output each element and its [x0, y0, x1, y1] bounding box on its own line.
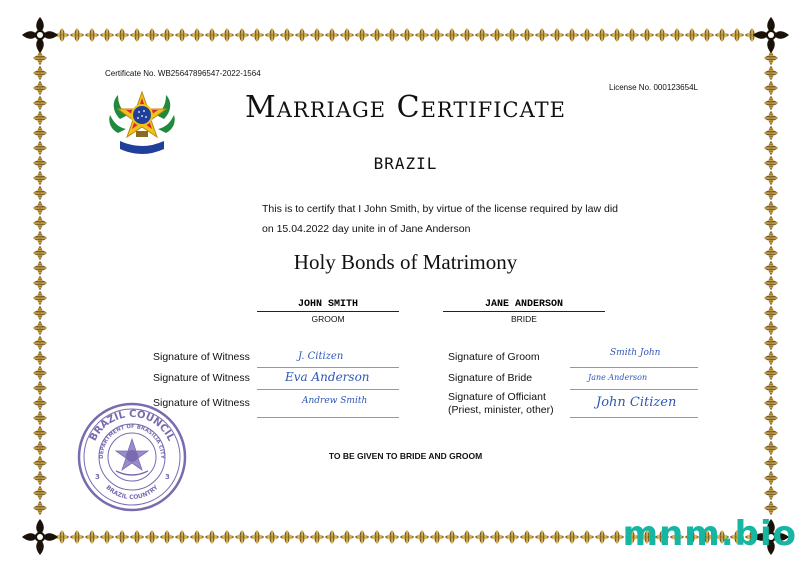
border-ornament [33, 276, 47, 290]
border-ornament [33, 216, 47, 230]
witness-1-label: Signature of Witness [153, 351, 250, 363]
border-ornament [670, 28, 684, 42]
border-ornament [205, 28, 219, 42]
border-ornament [535, 28, 549, 42]
officiant-signature-line [570, 417, 698, 418]
border-ornament [190, 28, 204, 42]
border-ornament [235, 28, 249, 42]
certificate-title: Marriage Certificate [245, 90, 566, 125]
border-ornament [145, 28, 159, 42]
witness-2-signature: Eva Anderson [285, 370, 370, 384]
border-ornament [160, 28, 174, 42]
seal-top-text: BRAZIL COUNCIL [87, 408, 177, 443]
witness-1-line [257, 367, 399, 368]
witness-3-line [257, 417, 399, 418]
border-ornament [33, 426, 47, 440]
bride-signature: Jane Anderson [588, 373, 648, 382]
certify-text-line-2: on 15.04.2022 day unite in of Jane Anderson [262, 223, 471, 235]
border-ornament [764, 276, 778, 290]
border-ornament [535, 530, 549, 544]
border-ornament [235, 530, 249, 544]
groom-block [257, 299, 399, 324]
border-ornament [190, 530, 204, 544]
border-ornament [175, 530, 189, 544]
border-ornament [33, 171, 47, 185]
border-ornament [355, 530, 369, 544]
border-ornament [764, 291, 778, 305]
border-ornament [355, 28, 369, 42]
border-ornament [220, 28, 234, 42]
border-ornament [764, 381, 778, 395]
bride-signature-line [570, 389, 698, 390]
border-ornament [280, 28, 294, 42]
border-ornament [265, 530, 279, 544]
witness-1-signature: J. Citizen [298, 351, 344, 362]
border-ornament [490, 530, 504, 544]
officiant-signature-label [448, 391, 554, 417]
border-ornament [340, 530, 354, 544]
border-ornament [580, 28, 594, 42]
border-ornament [565, 28, 579, 42]
border-ornament [764, 66, 778, 80]
officiant-label-line-1: Signature of Officiant [448, 391, 546, 403]
footer-instruction: TO BE GIVEN TO BRIDE AND GROOM [328, 451, 483, 461]
border-ornament [265, 28, 279, 42]
license-number: License No. 000123654L [609, 83, 698, 92]
border-ornament [385, 28, 399, 42]
border-ornament [764, 141, 778, 155]
border-ornament [385, 530, 399, 544]
border-ornament [764, 126, 778, 140]
border-ornament [310, 28, 324, 42]
border-ornament [520, 28, 534, 42]
border-ornament [764, 306, 778, 320]
border-ornament [475, 530, 489, 544]
border-ornament [764, 186, 778, 200]
border-ornament [764, 411, 778, 425]
border-ornament [490, 28, 504, 42]
groom-name: JOHN SMITH [257, 299, 399, 312]
border-ornament [550, 28, 564, 42]
border-ornament [505, 530, 519, 544]
border-ornament [595, 28, 609, 42]
border-ornament [764, 351, 778, 365]
border-ornament [764, 231, 778, 245]
border-ornament [685, 28, 699, 42]
border-ornament [400, 530, 414, 544]
bride-signature-label: Signature of Bride [448, 372, 533, 384]
officiant-signature: John Citizen [596, 395, 677, 410]
bride-name: JANE ANDERSON [443, 299, 605, 312]
border-ornament [400, 28, 414, 42]
border-ornament [550, 530, 564, 544]
border-ornament [595, 530, 609, 544]
border-ornament [33, 186, 47, 200]
groom-signature-line [570, 367, 698, 368]
border-ornament [764, 216, 778, 230]
border-ornament [565, 530, 579, 544]
border-ornament [33, 381, 47, 395]
border-ornament [70, 28, 84, 42]
border-ornament [130, 28, 144, 42]
witness-3-signature: Andrew Smith [302, 396, 368, 406]
border-ornament [175, 28, 189, 42]
border-ornament [33, 396, 47, 410]
border-ornament [715, 28, 729, 42]
border-ornament [33, 471, 47, 485]
groom-role: GROOM [311, 314, 345, 324]
holy-bonds-heading: Holy Bonds of Matrimony [293, 250, 518, 274]
groom-signature: Smith John [610, 348, 661, 358]
border-ornament [764, 396, 778, 410]
officiant-label-line-2: (Priest, minister, other) [448, 404, 554, 416]
border-ornament [115, 530, 129, 544]
border-ornament [430, 28, 444, 42]
border-ornament [475, 28, 489, 42]
border-ornament [33, 51, 47, 65]
border-ornament [370, 530, 384, 544]
border-ornament [764, 321, 778, 335]
border-ornament [764, 486, 778, 500]
border-ornament [250, 28, 264, 42]
border-ornament [33, 411, 47, 425]
border-ornament [445, 530, 459, 544]
witness-3-label: Signature of Witness [153, 397, 250, 409]
bride-block [443, 299, 605, 324]
seal-inner-text: DEPARTMENT OF BRASILIA CITY [98, 423, 166, 459]
border-ornament [295, 530, 309, 544]
border-ornament [625, 28, 639, 42]
border-ornament [33, 126, 47, 140]
border-ornament [85, 28, 99, 42]
border-ornament [415, 530, 429, 544]
witness-2-label: Signature of Witness [153, 372, 250, 384]
border-ornament [33, 291, 47, 305]
border-ornament [764, 426, 778, 440]
border-ornament [115, 28, 129, 42]
border-ornament [33, 366, 47, 380]
witness-2-line [257, 389, 399, 390]
border-ornament [655, 28, 669, 42]
border-ornament [764, 51, 778, 65]
border-ornament [145, 530, 159, 544]
border-ornament [325, 28, 339, 42]
border-ornament [85, 530, 99, 544]
border-ornament [325, 530, 339, 544]
border-ornament [33, 336, 47, 350]
border-ornament [33, 66, 47, 80]
border-ornament [520, 530, 534, 544]
border-ornament [764, 171, 778, 185]
border-ornament [33, 306, 47, 320]
border-ornament [205, 530, 219, 544]
certify-text-line-1: This is to certify that I John Smith, by virtue of the license required by law did [262, 203, 618, 215]
border-ornament [430, 530, 444, 544]
border-ornament [505, 28, 519, 42]
border-ornament [100, 530, 114, 544]
watermark-text: mnm.bio [622, 514, 797, 554]
border-ornament [100, 28, 114, 42]
certificate-number: Certificate No. WB25647896547-2022-1564 [105, 69, 261, 78]
border-ornament [33, 231, 47, 245]
border-ornament [460, 28, 474, 42]
border-ornament [340, 28, 354, 42]
border-ornament [700, 28, 714, 42]
border-ornament [33, 201, 47, 215]
seal-number-right: 3 [165, 473, 170, 481]
border-ornament [445, 28, 459, 42]
border-ornament [610, 28, 624, 42]
border-ornament [764, 336, 778, 350]
border-ornament [764, 501, 778, 515]
border-ornament [295, 28, 309, 42]
border-ornament [70, 530, 84, 544]
border-ornament [33, 321, 47, 335]
border-ornament [370, 28, 384, 42]
border-ornament [640, 28, 654, 42]
bride-role: BRIDE [511, 314, 537, 324]
border-ornament [160, 530, 174, 544]
border-ornament [33, 501, 47, 515]
border-ornament [33, 486, 47, 500]
country-name: BRAZIL [373, 154, 438, 173]
border-ornament [415, 28, 429, 42]
border-ornament [460, 530, 474, 544]
border-ornament [280, 530, 294, 544]
border-ornament [764, 201, 778, 215]
seal-bottom-text: BRAZIL COUNTRY [104, 484, 160, 502]
border-ornament [580, 530, 594, 544]
border-ornament [764, 366, 778, 380]
border-ornament [250, 530, 264, 544]
seal-number-left: 3 [95, 473, 100, 481]
border-ornament [33, 351, 47, 365]
border-ornament [764, 471, 778, 485]
border-ornament [310, 530, 324, 544]
border-ornament [730, 28, 744, 42]
border-ornament [33, 141, 47, 155]
border-ornament [130, 530, 144, 544]
border-ornament [220, 530, 234, 544]
groom-signature-label: Signature of Groom [448, 351, 540, 363]
